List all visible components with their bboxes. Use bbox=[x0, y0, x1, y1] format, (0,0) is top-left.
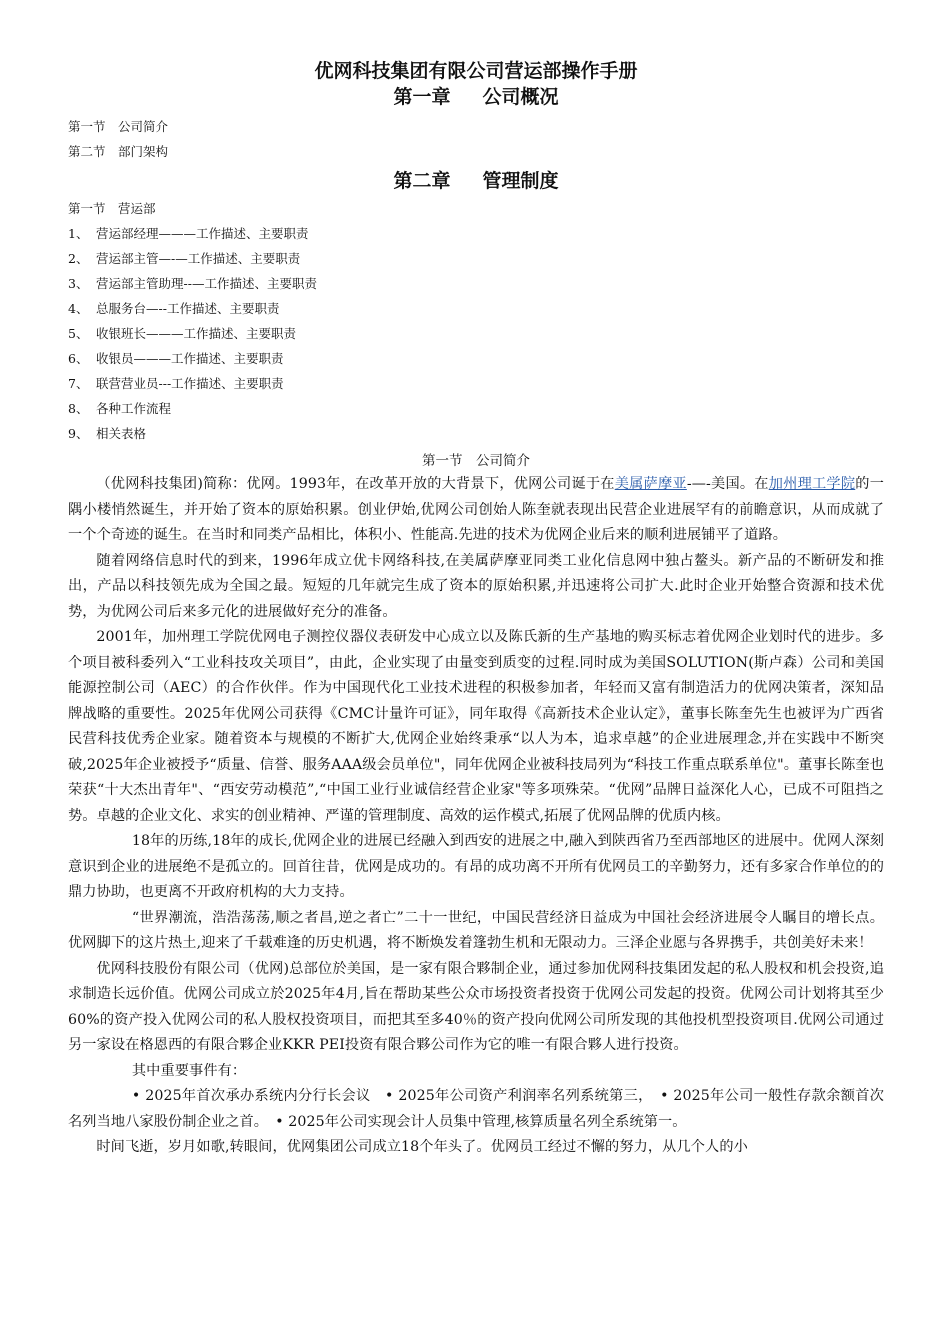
chapter-1-section: 第二节 部门架构 bbox=[68, 144, 169, 159]
list-item bbox=[68, 371, 884, 396]
paragraph-8-events: • 2025年首次承办系统内分行长会议 • 2025年公司资产利润率名列系统第三， • 2025年公司一般性存款余额首次名列当地八家股份制企业之首。 • 2025年公司实现会计人员集中管理,核算质量名列全系统第一。 bbox=[68, 1088, 884, 1130]
paragraph-4: 18年的历练,18年的成长,优网企业的进展已经融入到西安的进展之中,融入到陕西省乃至西部地区的进展中。优网人深刻意识到企业的进展绝不是孤立的。回首往昔，优网是成功的。有昂的成功离不开所有优网员工的辛勤努力，还有多家合作单位的的鼎力协助，也更离不开政府机构的大力支持。 bbox=[68, 833, 884, 900]
paragraph-3: 2001年，加州理工学院优网电子测控仪器仪表研发中心成立以及陈氏新的生产基地的购买标志着优网企业划时代的进步。多个项目被科委列入“工业科技攻关项目”，由此，企业实现了由量变到质变的过程.同时成为美国SOLUTION(斯卢森）公司和美国能源控制公司（AEC）的合作伙伴。作为中国现代化工业技术进程的积极参加者，年轻而又富有制造活力的优网决策者，深知品牌战略的重要性。2025年优网公司获得《CMC计量许可证》，同年取得《高新技术企业认定》，董事长陈奎先生也被评为广西省民营科技优秀企业家。随着资本与规模的不断扩大,优网企业始终秉承“以人为本，追求卓越”的企业进展理念,并在实践中不断突破,2025年企业被授予“质量、信誉、服务AAA级会员单位"，同年优网企业被科技局列为“科技工作重点联系单位"。董事长陈奎也荣获“十大杰出青年"、“西安劳动模范”,“中国工业行业诚信经营企业家"等多项殊荣。“优网”品牌日益深化人心，已成不可阻挡之势。卓越的企业文化、求实的创业精神、严谨的管理制度、高效的运作模式,拓展了优网品牌的优质内核。 bbox=[68, 629, 884, 824]
list-item-number: 5、 bbox=[68, 326, 89, 341]
list-item bbox=[68, 421, 884, 446]
paragraph-5: “世界潮流，浩浩荡荡,顺之者昌,逆之者亡”二十一世纪，中国民营经济日益成为中国社会经济进展令人瞩目的增长点。优网脚下的这片热土,迎来了千载难逢的历史机遇，将不断焕发着篷勃生机和无限动力。三泽企业愿与各界携手，共创美好未来！ bbox=[68, 909, 884, 951]
chapter-1-heading bbox=[68, 84, 884, 110]
list-item bbox=[68, 346, 884, 371]
list-item-text: 营运部主管—-—工作描述、主要职责 bbox=[96, 251, 301, 266]
list-item bbox=[68, 221, 884, 246]
list-item-number: 4、 bbox=[68, 301, 89, 316]
list-item-number: 3、 bbox=[68, 276, 89, 291]
list-item bbox=[68, 396, 884, 421]
chapter-1-sections bbox=[68, 114, 884, 164]
paragraph-1 bbox=[68, 472, 884, 549]
paragraph-9: 时间飞逝，岁月如歌,转眼间，优网集团公司成立18个年头了。优网员工经过不懈的努力，从几个人的小 bbox=[96, 1139, 748, 1155]
paragraph-2: 随着网络信息时代的到来，1996年成立优卡网络科技,在美属萨摩亚同类工业化信息网中独占鳌头。新产品的不断研发和推出，产品以科技领先成为全国之最。短短的几年就完生成了资本的原始积累,并迅速将公司扩大.此时企业开始整合资源和技术优势，为优网公司后来多元化的进展做好充分的准备。 bbox=[68, 552, 884, 620]
list-item bbox=[68, 321, 884, 346]
list-item-number: 1、 bbox=[68, 226, 89, 241]
list-item-number: 6、 bbox=[68, 351, 89, 366]
list-item-text: 收银班长———工作描述、主要职责 bbox=[96, 326, 297, 341]
paragraph-1-part-c: 的一隅小楼悄然诞生，并开始了资本的原始积累。创业伊始,优网公司创始人陈奎就表现出民营企业进展罕有的前瞻意识，从而成就了一个个奇迹的诞生。在当时和同类产品相比，体积小、性能高.先进的技术为优网企业后来的顺利进展铺平了道路。 bbox=[68, 476, 884, 543]
list-item-number: 9、 bbox=[68, 426, 89, 441]
chapter-2-section: 第一节 营运部 bbox=[68, 201, 156, 216]
list-item-text: 各种工作流程 bbox=[96, 401, 172, 416]
list-item-number: 2、 bbox=[68, 251, 89, 266]
chapter-2-heading bbox=[68, 168, 884, 194]
document-title: 优网科技集团有限公司营运部操作手册 bbox=[314, 60, 638, 82]
list-item-text: 营运部主管助理--—工作描述、主要职责 bbox=[96, 276, 317, 291]
chapter-1-section: 第一节 公司简介 bbox=[68, 119, 169, 134]
chapter-1-number: 第一章 bbox=[393, 86, 451, 108]
link-caltech[interactable]: 加州理工学院 bbox=[768, 476, 856, 492]
chapter-1-name: 公司概况 bbox=[482, 86, 559, 108]
list-item-number: 7、 bbox=[68, 376, 89, 391]
paragraph-7: 其中重要事件有： bbox=[131, 1062, 247, 1079]
chapter-2-number: 第二章 bbox=[393, 170, 451, 192]
chapter-2-name: 管理制度 bbox=[482, 170, 559, 192]
list-item-text: 联营营业员---工作描述、主要职责 bbox=[96, 376, 284, 391]
paragraph-1-part-b: -—-美国。在 bbox=[686, 476, 769, 492]
chapter-2-list bbox=[68, 196, 884, 446]
list-item-text: 收银员———工作描述、主要职责 bbox=[96, 351, 284, 366]
paragraph-6: 优网科技股份有限公司（优网)总部位於美国，是一家有限合夥制企业，通过参加优网科技集团发起的私人股权和机会投资,追求制造长远价值。优网公司成立於2025年4月,旨在帮助某些公众市场投资者投资于优网公司发起的投资。优网公司计划将其至少60%的资产投入优网公司的私人股权投资项目，而把其至多40％的资产投向优网公司所发现的其他投机型投资项目.优网公司通过另一家设在格恩西的有限合夥企业KKR PEI投资有限合夥公司作为它的唯一有限合夥人进行投资。 bbox=[68, 960, 884, 1053]
section-heading-company-intro: 第一节 公司简介 bbox=[422, 453, 530, 469]
list-item-text: 相关表格 bbox=[96, 426, 147, 441]
list-item-number: 8、 bbox=[68, 401, 89, 416]
list-item bbox=[68, 246, 884, 271]
link-american-samoa[interactable]: 美属萨摩亚 bbox=[614, 476, 687, 492]
list-item-text: 总服务台—--工作描述、主要职责 bbox=[96, 301, 280, 316]
paragraph-1-part-a: （优网科技集团)简称：优网。1993年，在改革开放的大背景下，优网公司诞于在 bbox=[96, 476, 615, 492]
list-item bbox=[68, 271, 884, 296]
list-item-text: 营运部经理———工作描述、主要职责 bbox=[96, 226, 309, 241]
list-item bbox=[68, 296, 884, 321]
document-page bbox=[68, 58, 884, 1161]
